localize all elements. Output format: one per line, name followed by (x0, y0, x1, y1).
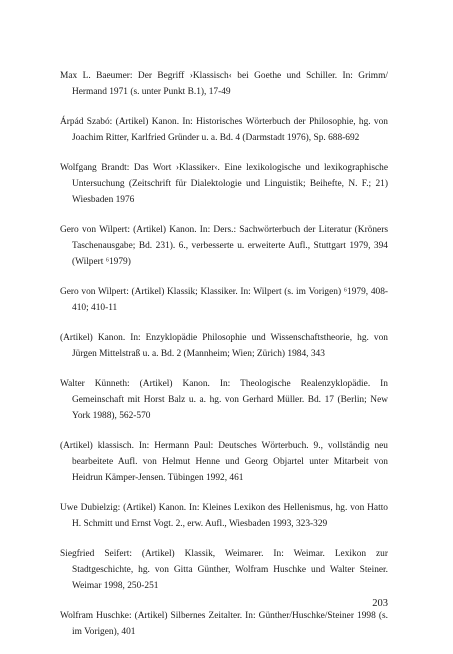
bibliography-entry: Uwe Dubielzig: (Artikel) Kanon. In: Kleines Lexikon des Hellenismus, hg. von Hatto H. Schmitt und Ernst Vogt. 2., erw. Aufl., Wiesbaden 1993, 323-329 (60, 503, 388, 529)
bibliography-entry: Gero von Wilpert: (Artikel) Klassik; Klassiker. In: Wilpert (s. im Vorigen) ⁶1979, 408-410; 410-11 (60, 287, 388, 313)
bibliography-entry: Árpád Szabó: (Artikel) Kanon. In: Historisches Wörterbuch der Philosophie, hg. von Joachim Ritter, Karlfried Gründer u. a. Bd. 4 (Darmstadt 1976), Sp. 688-692 (60, 117, 388, 143)
bibliography-entry: (Artikel) klassisch. In: Hermann Paul: Deutsches Wörterbuch. 9., vollständig neu bearbeitete Aufl. von Helmut Henne und Georg Objartel unter Mitarbeit von Heidrun Kämper-Jensen. Tübingen 1992, 461 (60, 441, 388, 483)
bibliography-entry: Walter Künneth: (Artikel) Kanon. In: Theologische Realenzyklopädie. In Gemeinschaft mit Horst Balz u. a. hg. von Gerhard Müller. Bd. 17 (Berlin; New York 1988), 562-570 (60, 379, 388, 421)
bibliography-entry: Gero von Wilpert: (Artikel) Kanon. In: Ders.: Sachwörterbuch der Literatur (Kröners Taschenausgabe; Bd. 231). 6., verbesserte u. erweiterte Aufl., Stuttgart 1979, 394 (Wilpert ⁶1979) (60, 225, 388, 267)
bibliography-entry: (Artikel) Kanon. In: Enzyklopädie Philosophie und Wissenschaftstheorie, hg. von Jürgen Mittelstraß u. a. Bd. 2 (Mannheim; Wien; Zürich) 1984, 343 (60, 333, 388, 359)
bibliography-entry: Wolfgang Brandt: Das Wort ›Klassiker‹. Eine lexikologische und lexikographische Untersuchung (Zeitschrift für Dialektologie und Linguistik; Beihefte, N. F.; 21) Wiesbaden 1976 (60, 163, 388, 205)
bibliography-list (60, 68, 388, 654)
bibliography-entry: Siegfried Seifert: (Artikel) Klassik, Weimarer. In: Weimar. Lexikon zur Stadtgeschichte, hg. von Gitta Günther, Wolfram Huschke und Walter Steiner. Weimar 1998, 250-251 (60, 549, 388, 591)
bibliography-entry: Max L. Baeumer: Der Begriff ›Klassisch‹ bei Goethe und Schiller. In: Grimm/ Hermand 1971 (s. unter Punkt B.1), 17-49 (60, 71, 388, 97)
bibliography-entry: Wolfram Huschke: (Artikel) Silbernes Zeitalter. In: Günther/Huschke/Steiner 1998 (s. im Vorigen), 401 (60, 611, 388, 637)
page-number: 203 (372, 598, 388, 609)
